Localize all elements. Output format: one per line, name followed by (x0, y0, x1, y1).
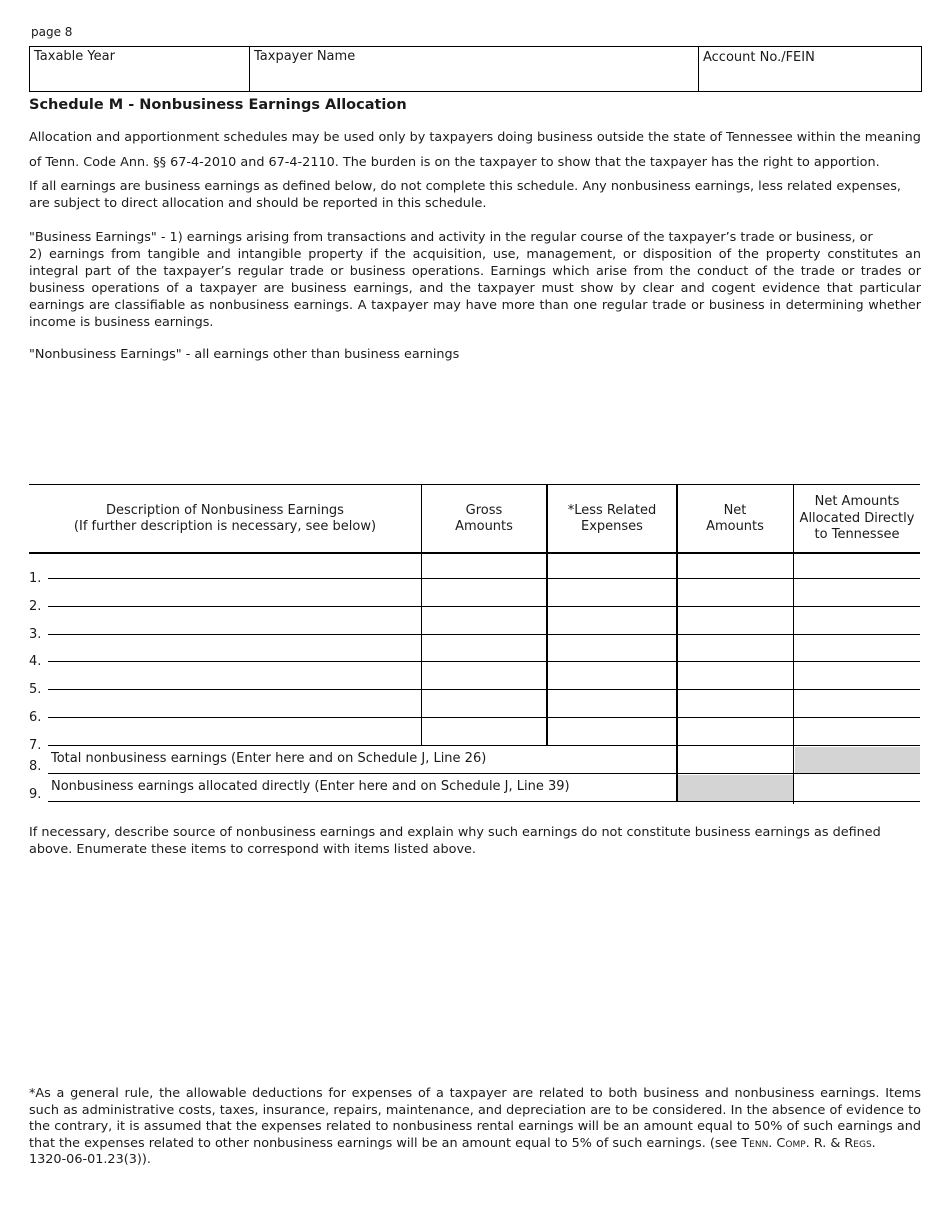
row-underline (548, 606, 676, 607)
footnote-citation: Tenn. Comp. R. & Regs. (741, 1135, 876, 1151)
column-header-gross-line2: Amounts (455, 519, 513, 534)
table-top-border (29, 484, 920, 485)
footnote-main: *As a general rule, the allowable deductions for expenses of a taxpayer are related to both business and nonbusiness earnings. Items such as administrative costs, taxes, insurance, repairs, maintenance, and depreciation are to be considered. In the absence of evidence to the contrary, it is assumed that the expenses related to nonbusiness rental earnings will be an amount equal to 50% of such earnings and that the expenses related to other nonbusiness earnings will be an amount equal to 5% of such earnings. (see (29, 1086, 921, 1151)
column-header-less-line1: *Less Related (567, 502, 657, 518)
line4-net-input[interactable] (679, 639, 792, 660)
line-number: 4. (29, 654, 42, 670)
line7-gross-input[interactable] (423, 723, 545, 744)
column-divider (793, 484, 794, 804)
line1-gross-input[interactable] (423, 556, 545, 577)
line-number: 5. (29, 682, 42, 698)
row-underline (422, 578, 546, 579)
account-number-label: Account No./FEIN (703, 50, 815, 65)
page-number: page 8 (31, 25, 73, 39)
row-underline (678, 689, 793, 690)
row-underline (48, 578, 421, 579)
line4-description-input[interactable] (49, 639, 420, 660)
column-header-alloc-line2: Allocated Directly (799, 510, 915, 526)
line2-net-input[interactable] (679, 584, 792, 605)
line9-underline (48, 801, 920, 802)
shaded-cell-line8 (795, 747, 920, 773)
row-underline (548, 578, 676, 579)
line3-gross-input[interactable] (423, 612, 545, 633)
row-underline (794, 661, 920, 662)
column-header-alloc-line3: to Tennessee (814, 527, 900, 543)
line1-allocated-input[interactable] (795, 556, 919, 577)
line5-less-expenses-input[interactable] (549, 667, 675, 688)
line1-net-input[interactable] (679, 556, 792, 577)
column-header-description (29, 486, 421, 552)
business-earnings-definition: 2) earnings from tangible and intangible property if the acquisition, use, management, or disposition of the property constitutes an integral part of the taxpayer’s regular trade or business operations. Earnings which arise from the conduct of the trade or trades or business operations of a taxpayer are business earnings, and the taxpayer must show by clear and cogent evidence that particular earnings are classifiable as nonbusiness earnings. A taxpayer may have more than one regular trade or business in determining whether income is business earnings. (29, 247, 921, 330)
line4-gross-input[interactable] (423, 639, 545, 660)
account-number-box (698, 46, 922, 92)
row-underline (678, 634, 793, 635)
describe-instructions: If necessary, describe source of nonbusiness earnings and explain why such earnings do not constitute business earnings as defined above. Enumerate these items to correspond with items listed above. (29, 825, 881, 857)
line-number: 8. (29, 759, 42, 774)
line3-less-expenses-input[interactable] (549, 612, 675, 633)
line2-description-input[interactable] (49, 584, 420, 605)
line3-net-input[interactable] (679, 612, 792, 633)
row-underline (48, 606, 421, 607)
line3-allocated-input[interactable] (795, 612, 919, 633)
column-divider (546, 484, 548, 746)
column-header-description-line1: Description of Nonbusiness Earnings (106, 502, 344, 518)
column-header-gross-line1: Gross (465, 502, 503, 518)
footnote-end: 1320-06-01.23(3)). (29, 1152, 151, 1167)
row-underline (794, 578, 920, 579)
line6-less-expenses-input[interactable] (549, 695, 675, 716)
line2-less-expenses-input[interactable] (549, 584, 675, 605)
line5-allocated-input[interactable] (795, 667, 919, 688)
line-number: 9. (29, 787, 42, 802)
line-number: 6. (29, 710, 42, 725)
line8-underline (48, 773, 920, 774)
row-underline (678, 717, 793, 718)
row-underline (48, 634, 421, 635)
line5-gross-input[interactable] (423, 667, 545, 688)
column-divider (421, 484, 422, 746)
line-number: 7. (29, 737, 42, 753)
column-header-net-line1: Net (723, 502, 747, 518)
business-earnings-instructions: If all earnings are business earnings as defined below, do not complete this schedule. Any nonbusiness earnings, less related expenses, are subject to direct allocation and should be reported in this schedule. (29, 179, 901, 211)
column-header-description-line2: (If further description is necessary, see below) (73, 519, 377, 534)
line7-allocated-input[interactable] (795, 723, 919, 744)
row-underline (678, 661, 793, 662)
line7-underline (48, 745, 920, 746)
row-underline (422, 717, 546, 718)
row-underline (548, 689, 676, 690)
row-underline (48, 717, 421, 718)
line9-allocated-amount-input[interactable] (796, 778, 919, 800)
line3-description-input[interactable] (49, 612, 420, 633)
line-number: 1. (29, 571, 42, 586)
taxpayer-name-label: Taxpayer Name (254, 49, 356, 64)
line6-gross-input[interactable] (423, 695, 545, 716)
column-header-allocated (794, 486, 920, 552)
row-underline (548, 634, 676, 635)
line4-less-expenses-input[interactable] (549, 639, 675, 660)
taxpayer-name-input[interactable] (254, 68, 694, 88)
line1-less-expenses-input[interactable] (549, 556, 675, 577)
nonbusiness-earnings-definition: "Nonbusiness Earnings" - all earnings other than business earnings (29, 347, 460, 362)
line7-description-input[interactable] (49, 723, 420, 744)
line5-description-input[interactable] (49, 667, 420, 688)
line-number: 2. (29, 598, 42, 614)
business-earnings-definition-line1: "Business Earnings" - 1) earnings arising from transactions and activity in the regular course of the taxpayer’s trade or business, or (29, 230, 873, 245)
row-underline (678, 606, 793, 607)
column-header-less-expenses (548, 486, 676, 552)
allocation-paragraph: Allocation and apportionment schedules may be used only by taxpayers doing business outside the state of Tennessee within the meaning of Tenn. Code Ann. §§ 67-4-2010 and 67-4-2110. The burden is on the taxpayer to show that the taxpayer has the right to apportion. (29, 130, 921, 170)
line2-gross-input[interactable] (423, 584, 545, 605)
schedule-title: Schedule M - Nonbusiness Earnings Allocation (29, 97, 407, 113)
row-underline (422, 661, 546, 662)
line7-less-expenses-input[interactable] (549, 723, 675, 744)
line8-label: Total nonbusiness earnings (Enter here and on Schedule J, Line 26) (51, 751, 487, 766)
line2-allocated-input[interactable] (795, 584, 919, 605)
shaded-cell-line9 (678, 775, 793, 801)
line6-description-input[interactable] (49, 695, 420, 716)
column-divider (676, 484, 678, 802)
line6-net-input[interactable] (679, 695, 792, 716)
footnote (29, 1086, 921, 1169)
line7-net-input[interactable] (679, 723, 792, 744)
taxable-year-input[interactable] (34, 68, 245, 88)
line6-allocated-input[interactable] (795, 695, 919, 716)
row-underline (794, 634, 920, 635)
line8-net-amount-input[interactable] (679, 750, 792, 772)
line1-description-input[interactable] (49, 556, 420, 577)
taxable-year-label: Taxable Year (34, 49, 115, 64)
row-underline (48, 689, 421, 690)
row-underline (548, 717, 676, 718)
row-underline (678, 578, 793, 579)
row-underline (422, 689, 546, 690)
line9-label: Nonbusiness earnings allocated directly (Enter here and on Schedule J, Line 39) (51, 779, 570, 794)
row-underline (422, 634, 546, 635)
line-number: 3. (29, 626, 42, 642)
taxpayer-name-box (249, 46, 699, 92)
column-header-gross (422, 486, 546, 552)
column-header-net (678, 486, 792, 552)
column-header-alloc-line1: Net Amounts (814, 494, 900, 510)
column-header-less-line2: Expenses (581, 519, 643, 534)
line5-net-input[interactable] (679, 667, 792, 688)
line4-allocated-input[interactable] (795, 639, 919, 660)
row-underline (794, 717, 920, 718)
row-underline (422, 606, 546, 607)
row-underline (548, 661, 676, 662)
account-number-input[interactable] (703, 68, 917, 88)
table-header-border (29, 552, 920, 554)
row-underline (794, 606, 920, 607)
taxable-year-box (29, 46, 250, 92)
column-header-net-line2: Amounts (706, 519, 764, 534)
row-underline (794, 689, 920, 690)
row-underline (48, 661, 421, 662)
